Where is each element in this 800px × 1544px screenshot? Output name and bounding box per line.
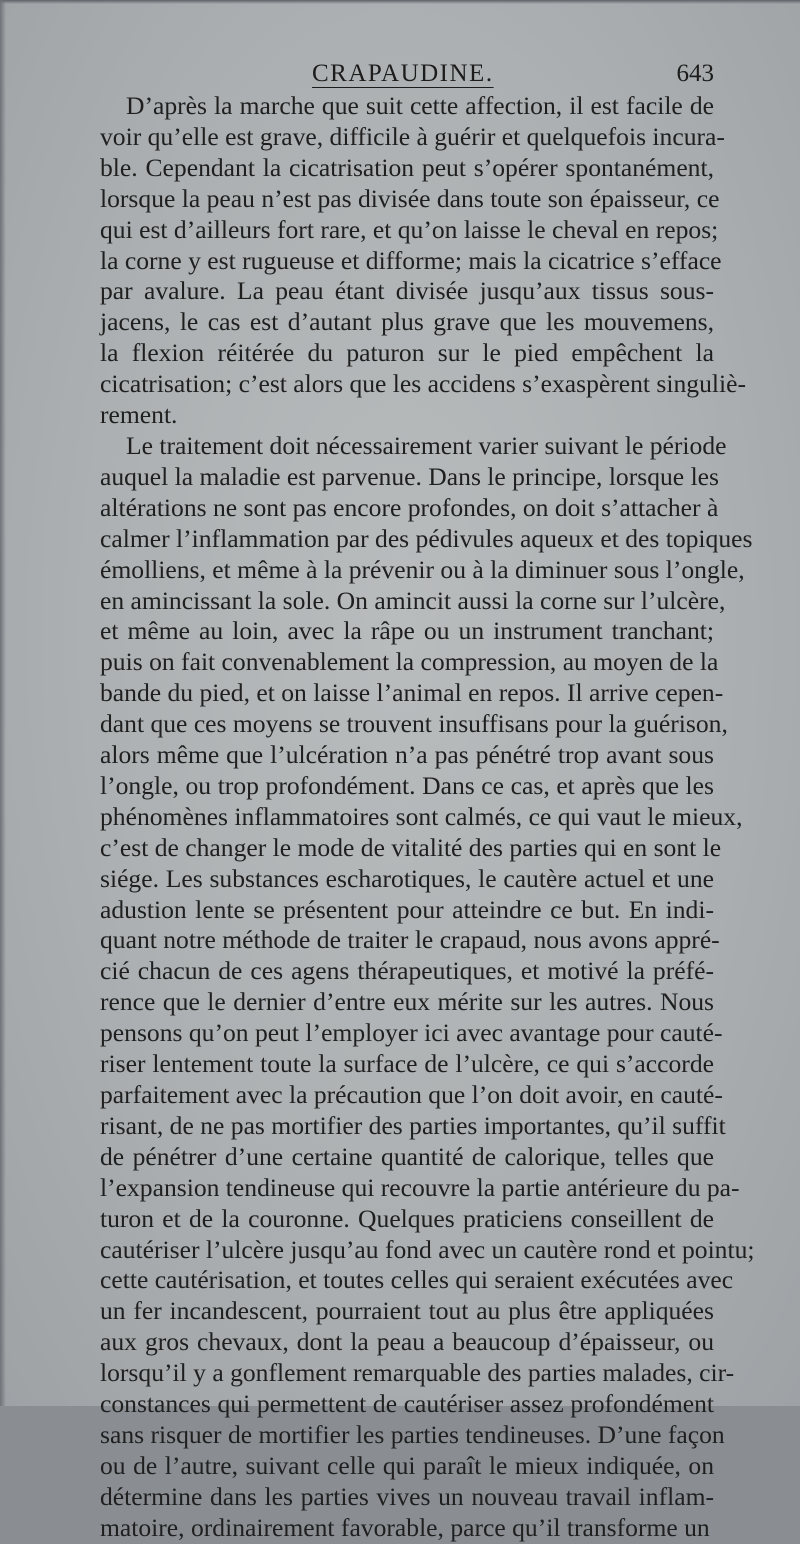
text-line: lorsque la peau n’est pas divisée dans toute son épaisseur, ce xyxy=(100,183,720,213)
paragraph-2 xyxy=(100,430,755,1544)
text-line: matoire, ordinairement favorable, parce qu’il transforme un xyxy=(100,1512,710,1542)
text-line: pensons qu’on peut l’employer ici avec avantage pour cauté- xyxy=(100,1018,723,1048)
text-line: constances qui permettent de cautériser assez profondément xyxy=(100,1389,714,1419)
text-line: la corne y est rugueuse et difforme; mais la cicatrice s’efface xyxy=(100,245,722,275)
body-text xyxy=(100,91,755,1544)
text-line: sans risquer de mortifier les parties tendineuses. D’une façon xyxy=(100,1419,725,1449)
text-line: lorsqu’il y a gonflement remarquable des parties malades, cir- xyxy=(100,1358,735,1388)
text-line: cicatrisation; c’est alors que les accidens s’exaspèrent singuliè- xyxy=(100,369,746,399)
text-line: c’est de changer le mode de vitalité des parties qui en sont le xyxy=(100,832,722,862)
text-line: dant que ces moyens se trouvent insuffisans pour la guérison, xyxy=(100,709,728,739)
text-line: émolliens, et même à la prévenir ou à la diminuer sous l’ongle, xyxy=(100,554,745,584)
text-line: bande du pied, et on laisse l’animal en repos. Il arrive cepen- xyxy=(100,678,724,708)
text-line: auquel la maladie est parvenue. Dans le principe, lorsque les xyxy=(100,461,719,491)
text-line: riser lentement toute la surface de l’ulcère, ce qui s’accorde xyxy=(100,1049,714,1079)
text-line: un fer incandescent, pourraient tout au plus être appliquées xyxy=(100,1296,714,1326)
text-line: ble. Cependant la cicatrisation peut s’opérer spontanément, xyxy=(100,152,714,182)
text-line: cautériser l’ulcère jusqu’au fond avec un cautère rond et pointu; xyxy=(100,1234,755,1264)
text-line: en amincissant la sole. On amincit aussi la corne sur l’ulcère, xyxy=(100,585,726,615)
page-gutter-shadow xyxy=(0,0,6,1406)
text-line: adustion lente se présentent pour atteindre ce but. En indi- xyxy=(100,894,714,924)
text-line: jacens, le cas est d’autant plus grave que les mouvemens, xyxy=(100,307,714,337)
text-line: turon et de la couronne. Quelques praticiens conseillent de xyxy=(100,1203,714,1233)
text-line: la flexion réitérée du paturon sur le pied empêchent la xyxy=(100,338,714,368)
text-line: calmer l’inflammation par des pédivules aqueux et des topiques xyxy=(100,523,753,553)
text-line: l’ongle, ou trop profondément. Dans ce cas, et après que les xyxy=(100,770,714,800)
text-line: cié chacun de ces agens thérapeutiques, et motivé la préfé- xyxy=(100,956,714,986)
page-number: 643 xyxy=(676,60,714,87)
text-line: qui est d’ailleurs fort rare, et qu’on laisse le cheval en repos; xyxy=(100,214,719,244)
text-line: aux gros chevaux, dont la peau a beaucoup d’épaisseur, ou xyxy=(100,1327,714,1357)
text-line: cette cautérisation, et toutes celles qui seraient exécutées avec xyxy=(100,1265,734,1295)
text-line: alors même que l’ulcération n’a pas pénétré trop avant sous xyxy=(100,740,714,770)
text-line: altérations ne sont pas encore profondes, on doit s’attacher à xyxy=(100,492,719,522)
text-line: quant notre méthode de traiter le crapaud, nous avons appré- xyxy=(100,925,720,955)
text-line: puis on fait convenablement la compression, au moyen de la xyxy=(100,647,719,677)
text-line: détermine dans les parties vives un nouveau travail inflam- xyxy=(100,1481,714,1511)
text-line: l’expansion tendineuse qui recouvre la partie antérieure du pa- xyxy=(100,1172,740,1202)
running-head-title: CRAPAUDINE. xyxy=(312,60,494,87)
text-line: parfaitement avec la précaution que l’on doit avoir, en cauté- xyxy=(100,1080,723,1109)
text-line: ou de l’autre, suivant celle qui paraît le mieux indiquée, on xyxy=(100,1450,714,1480)
text-line: Le traitement doit nécessairement varier suivant le période xyxy=(126,430,727,460)
text-line: et même au loin, avec la râpe ou un instrument tranchant; xyxy=(100,616,714,646)
text-line: D’après la marche que suit cette affection, il est facile de xyxy=(126,91,714,120)
text-line: rence que le dernier d’entre eux mérite sur les autres. Nous xyxy=(100,987,714,1017)
paragraph-1 xyxy=(100,91,746,431)
text-line: risant, de ne pas mortifier des parties importantes, qu’il suffit xyxy=(100,1110,726,1140)
text-line: siége. Les substances escharotiques, le cautère actuel et une xyxy=(100,863,714,893)
text-line: voir qu’elle est grave, difficile à guérir et quelquefois incura- xyxy=(100,121,725,151)
text-line: de pénétrer d’une certaine quantité de calorique, telles que xyxy=(100,1141,714,1171)
page-top-edge xyxy=(0,0,800,4)
text-line: rement. xyxy=(100,400,178,430)
text-line: phénomènes inflammatoires sont calmés, ce qui vaut le mieux, xyxy=(100,801,743,831)
text-line: par avalure. La peau étant divisée jusqu’aux tissus sous- xyxy=(100,276,714,306)
